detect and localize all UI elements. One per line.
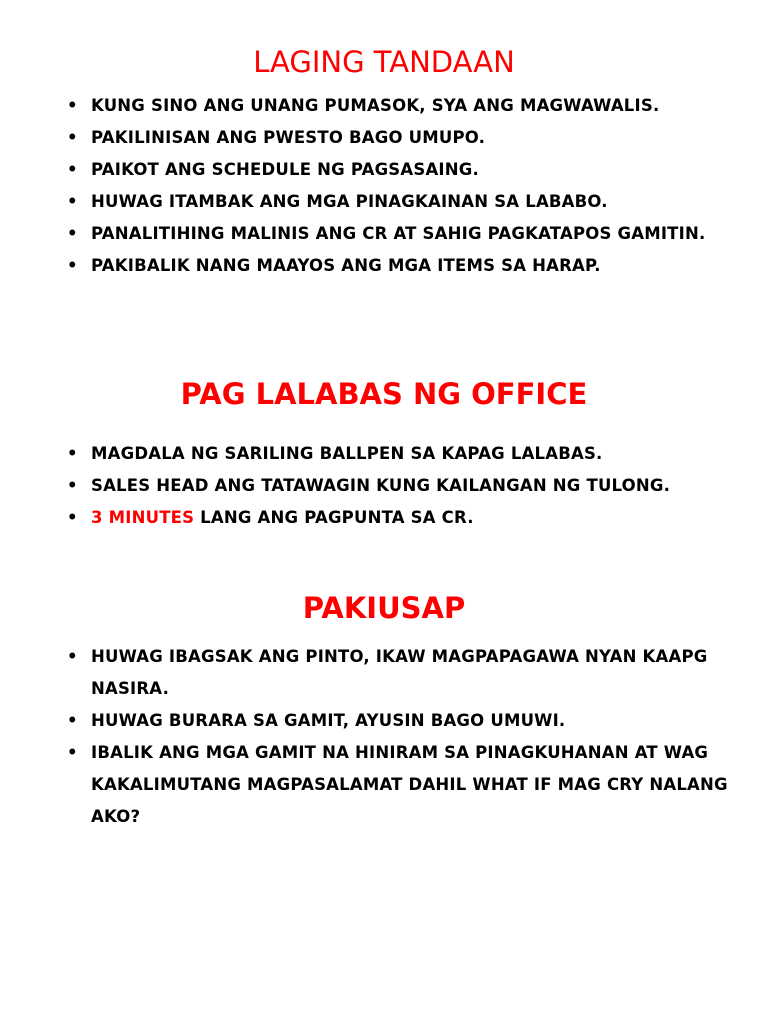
- list-item: [0, 502, 768, 534]
- bullet-icon: •: [67, 192, 78, 211]
- list-item: [0, 641, 768, 705]
- list-item: [0, 470, 768, 502]
- list-item: [0, 438, 768, 470]
- bullet-icon: •: [67, 224, 78, 243]
- list-item-text: PAIKOT ANG SCHEDULE NG PAGSASAING.: [91, 160, 479, 179]
- rules-list-laging-tandaan: [0, 90, 768, 282]
- list-item-text: PAKIBALIK NANG MAAYOS ANG MGA ITEMS SA HARAP.: [91, 256, 601, 275]
- list-item: [0, 250, 768, 282]
- list-item-text: MAGDALA NG SARILING BALLPEN SA KAPAG LALABAS.: [91, 444, 603, 463]
- list-item-text: HUWAG IBAGSAK ANG PINTO, IKAW MAGPAPAGAWA NYAN KAAPG NASIRA.: [91, 647, 708, 698]
- list-item: [0, 186, 768, 218]
- rules-list-pag-lalabas: [0, 438, 768, 534]
- bullet-icon: •: [67, 508, 78, 527]
- list-item-text: IBALIK ANG MGA GAMIT NA HINIRAM SA PINAGKUHANAN AT WAG KAKALIMUTANG MAGPASALAMAT DAHIL WHAT IF MAG CRY NALANG AKO?: [91, 743, 728, 826]
- bullet-icon: •: [67, 128, 78, 147]
- bullet-icon: •: [67, 444, 78, 463]
- list-item: [0, 122, 768, 154]
- highlight-text: 3 MINUTES: [91, 508, 195, 527]
- list-item-text: LANG ANG PAGPUNTA SA CR.: [194, 508, 474, 527]
- bullet-icon: •: [67, 647, 78, 666]
- section-title-pakiusap: PAKIUSAP: [302, 591, 466, 625]
- list-item-text: SALES HEAD ANG TATAWAGIN KUNG KAILANGAN NG TULONG.: [91, 476, 671, 495]
- rules-list-pakiusap: [0, 641, 768, 833]
- list-item-text: KUNG SINO ANG UNANG PUMASOK, SYA ANG MAGWAWALIS.: [91, 96, 660, 115]
- list-item: [0, 218, 768, 250]
- bullet-icon: •: [67, 743, 78, 762]
- bullet-icon: •: [67, 476, 78, 495]
- section-title-pag-lalabas: PAG LALABAS NG OFFICE: [180, 377, 588, 411]
- list-item: [0, 705, 768, 737]
- list-item-text: HUWAG BURARA SA GAMIT, AYUSIN BAGO UMUWI.: [91, 711, 566, 730]
- list-item-text: PANALITIHING MALINIS ANG CR AT SAHIG PAGKATAPOS GAMITIN.: [91, 224, 706, 243]
- list-item-text: HUWAG ITAMBAK ANG MGA PINAGKAINAN SA LABABO.: [91, 192, 608, 211]
- bullet-icon: •: [67, 256, 78, 275]
- list-item: [0, 737, 768, 833]
- bullet-icon: •: [67, 711, 78, 730]
- bullet-icon: •: [67, 96, 78, 115]
- bullet-icon: •: [67, 160, 78, 179]
- list-item-text: PAKILINISAN ANG PWESTO BAGO UMUPO.: [91, 128, 486, 147]
- list-item: [0, 90, 768, 122]
- list-item: [0, 154, 768, 186]
- section-title-laging-tandaan: LAGING TANDAAN: [253, 45, 515, 79]
